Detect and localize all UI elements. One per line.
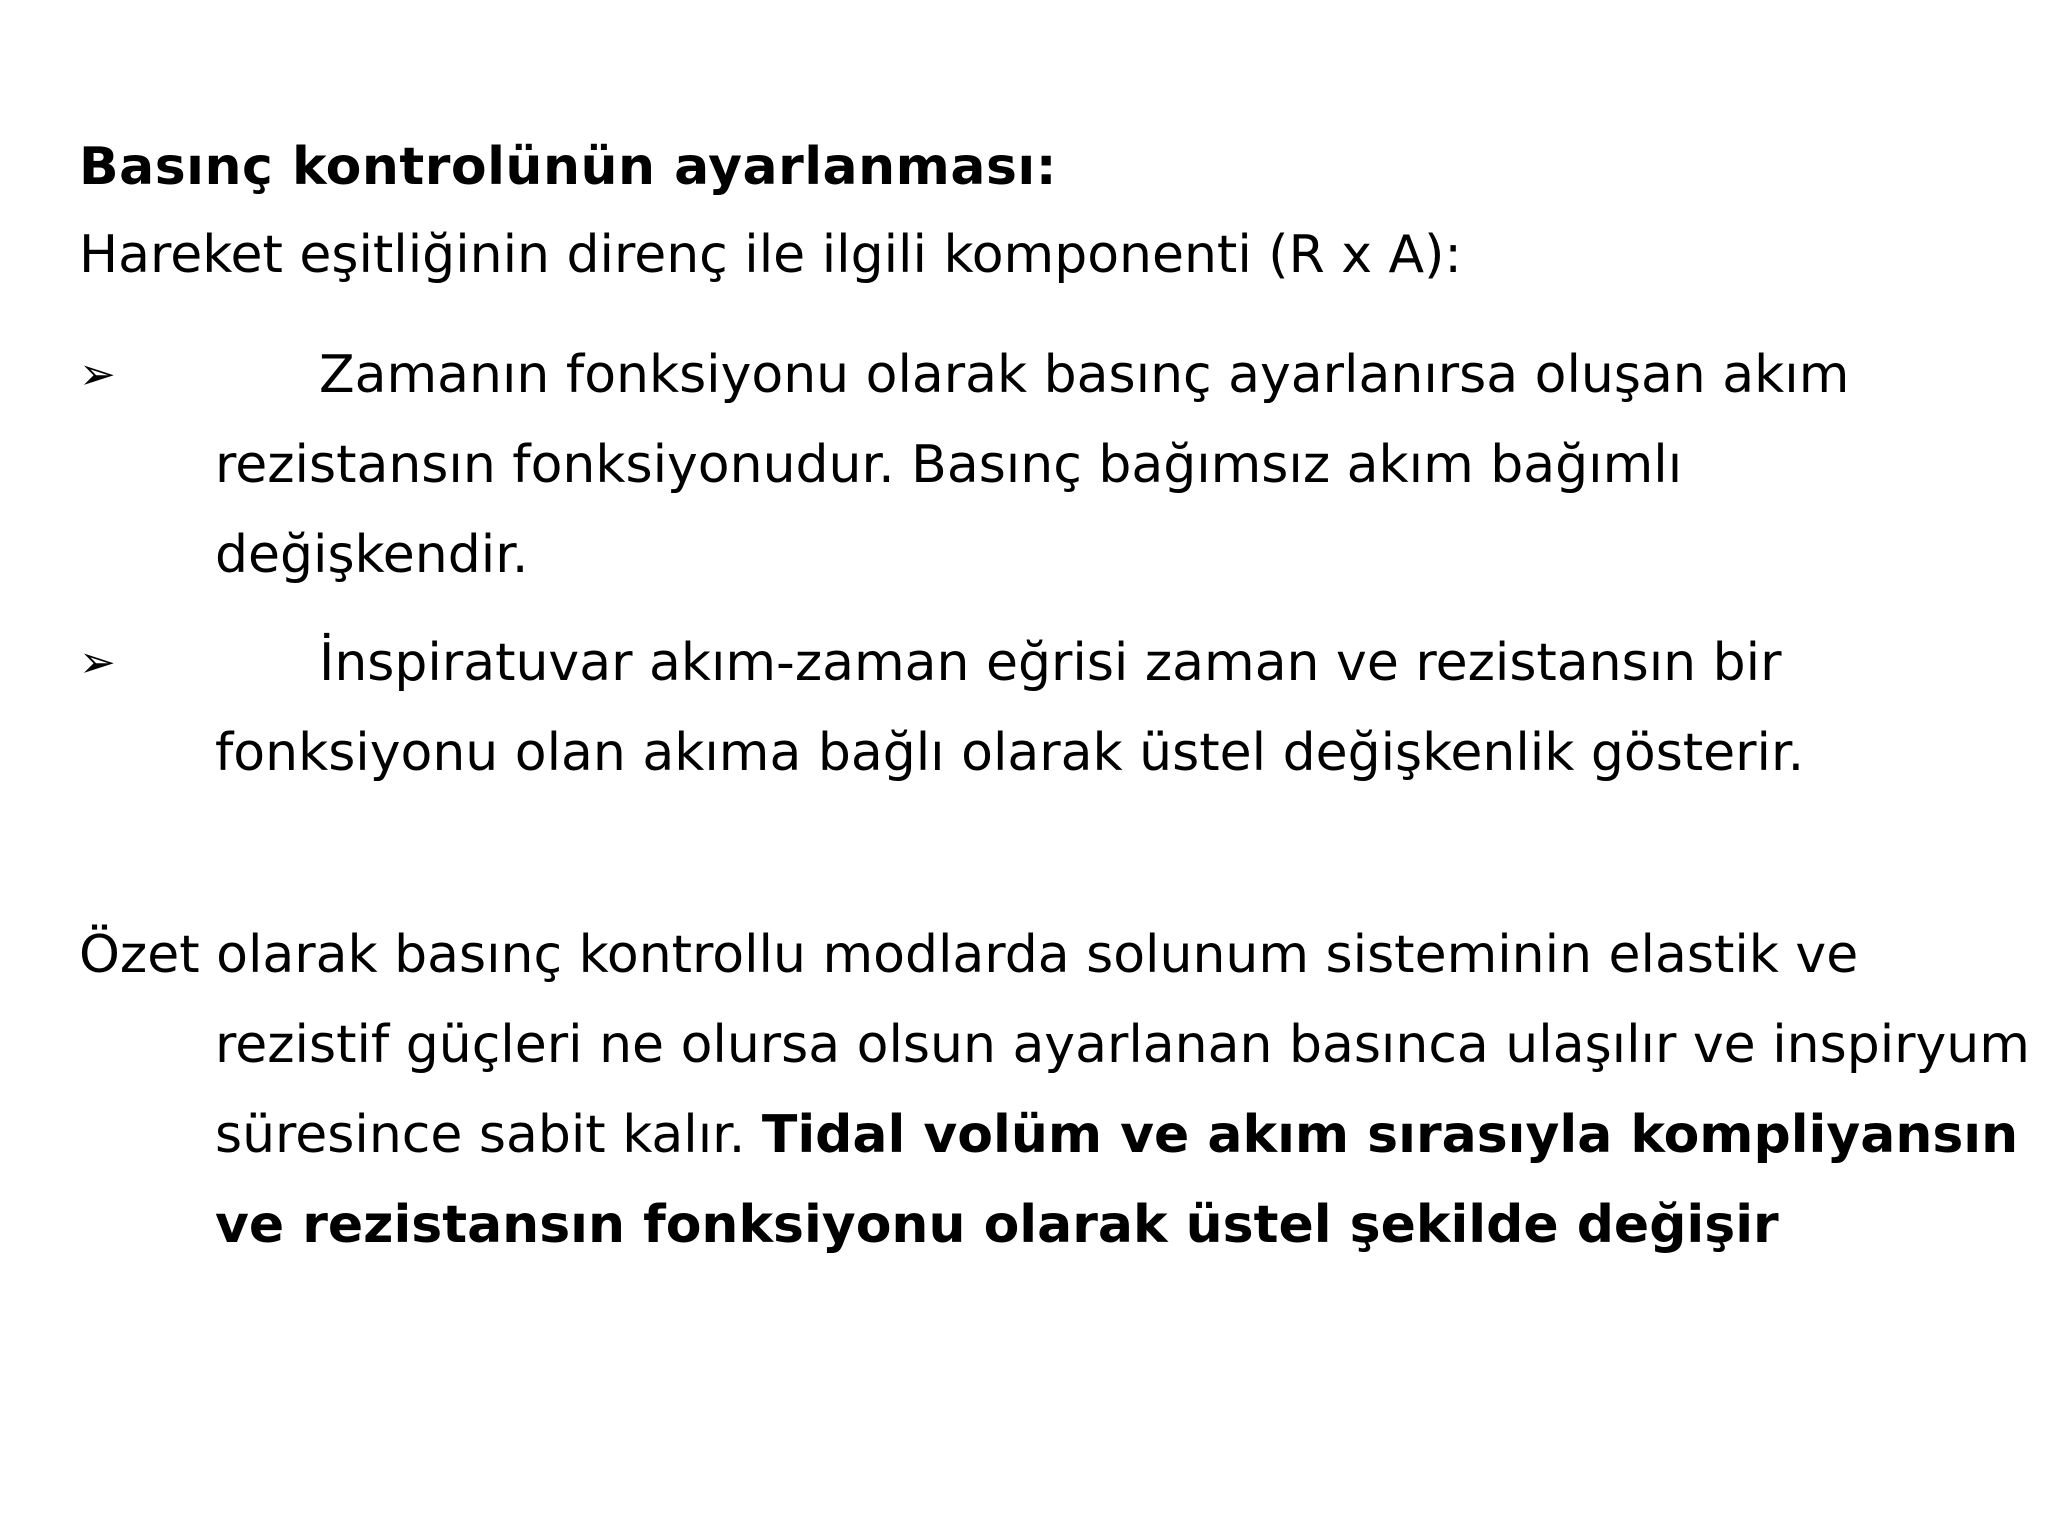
summary-paragraph: [79, 910, 2035, 1270]
slide-title: Basınç kontrolünün ayarlanması:: [79, 137, 1058, 197]
summary-text: Özet olarak basınç kontrollu modlarda solunum sisteminin elastik ve rezistif güçleri ne olursa olsun ayarlanan basınca ulaşılır ve inspiryum süresince sabit kalır.: [79, 925, 2030, 1165]
bullet-text: Zamanın fonksiyonu olarak basınç ayarlanırsa oluşan akım rezistansın fonksiyonudur. Basınç bağımsız akım bağımlı değişkendir.: [215, 345, 1850, 585]
arrow-bullet-icon: ➢: [79, 349, 116, 400]
bullet-text: İnspiratuvar akım-zaman eğrisi zaman ve rezistansın bir fonksiyonu olan akıma bağlı olarak üstel değişkenlik gösterir.: [215, 633, 1805, 783]
arrow-bullet-icon: ➢: [79, 637, 116, 688]
summary-emphasis: Tidal volüm ve akım sırasıyla kompliyansın ve rezistansın fonksiyonu olarak üstel şekilde değişir: [215, 1105, 2019, 1255]
slide-subtitle: Hareket eşitliğinin direnç ile ilgili komponenti (R x A):: [79, 225, 1462, 285]
